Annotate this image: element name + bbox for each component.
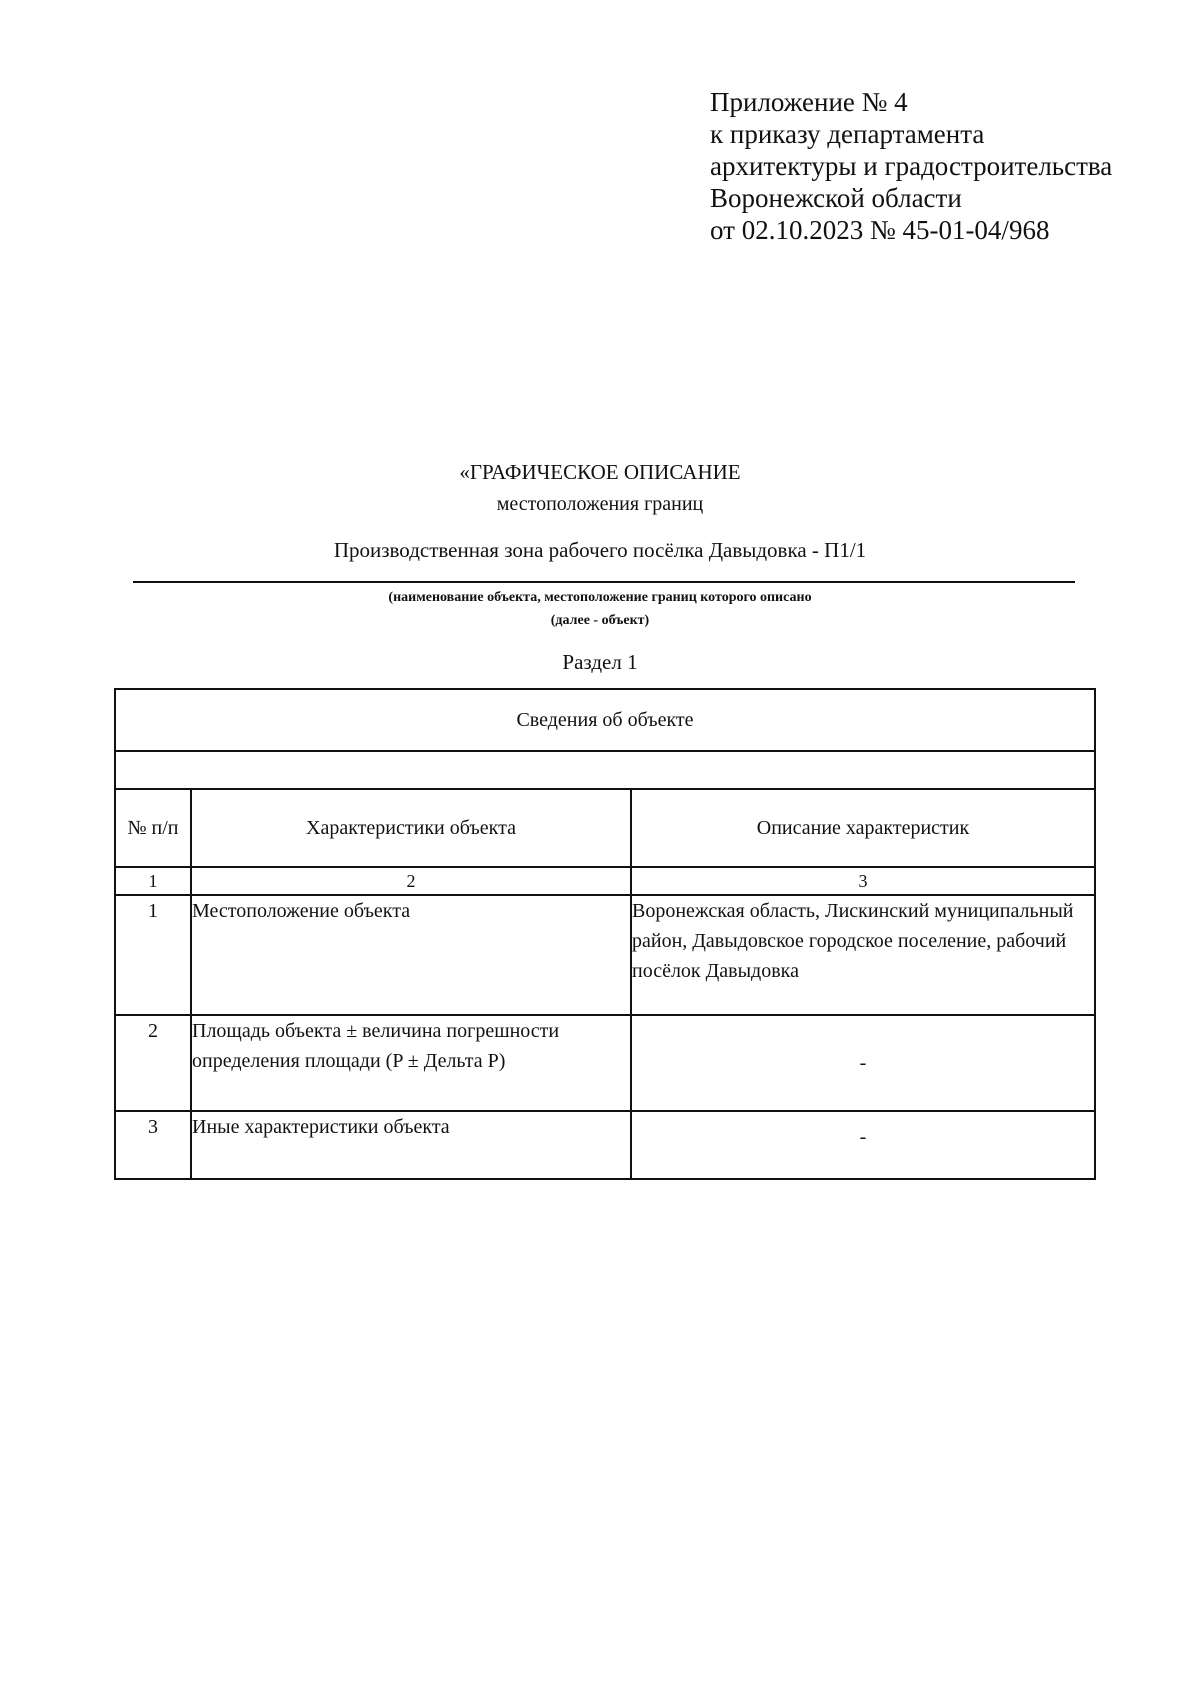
col-number-2: 2	[191, 867, 631, 895]
table-column-number-row	[115, 867, 1095, 895]
col-number-1: 1	[115, 867, 191, 895]
table-header-row	[115, 689, 1095, 751]
row-description: -	[631, 1111, 1095, 1179]
appendix-line-4: Воронежской области	[710, 183, 962, 213]
col-header-num: № п/п	[115, 789, 191, 867]
object-info-table	[114, 688, 1096, 1180]
appendix-header	[710, 86, 1112, 246]
section-label: Раздел 1	[562, 650, 638, 674]
table-row	[115, 1015, 1095, 1111]
document-subtitle: местоположения границ	[496, 493, 704, 515]
appendix-line-2: к приказу департамента	[710, 119, 985, 149]
table-row	[115, 1111, 1095, 1179]
object-name: Производственная зона рабочего посёлка Давыдовка - П1/1	[333, 538, 867, 562]
row-characteristic: Иные характеристики объекта	[191, 1111, 631, 1179]
row-characteristic: Площадь объекта ± величина погрешности определения площади (P ± Дельта P)	[191, 1015, 631, 1111]
table-header: Сведения об объекте	[115, 689, 1095, 751]
row-description: -	[631, 1015, 1095, 1111]
appendix-line-3: архитектуры и градостроительства	[710, 151, 1113, 181]
table-row	[115, 895, 1095, 1015]
col-header-characteristics: Характеристики объекта	[191, 789, 631, 867]
document-title: «ГРАФИЧЕСКОЕ ОПИСАНИЕ	[459, 460, 741, 484]
row-characteristic: Местоположение объекта	[191, 895, 631, 1015]
table-empty-row	[115, 751, 1095, 789]
row-number: 2	[115, 1015, 191, 1111]
table-empty-cell	[115, 751, 1095, 789]
object-name-note-line-2: (далее - объект)	[550, 613, 650, 628]
col-header-description: Описание характеристик	[631, 789, 1095, 867]
appendix-line-1: Приложение № 4	[710, 87, 908, 117]
object-name-underline	[133, 581, 1075, 583]
row-description: Воронежская область, Лискинский муниципальный район, Давыдовское городское поселение, рабочий посёлок Давыдовка	[631, 895, 1095, 1015]
appendix-line-5: от 02.10.2023 № 45-01-04/968	[710, 215, 1050, 245]
row-number: 3	[115, 1111, 191, 1179]
table-column-header-row	[115, 789, 1095, 867]
col-number-3: 3	[631, 867, 1095, 895]
object-name-note-line-1: (наименование объекта, местоположение границ которого описано	[388, 590, 812, 605]
row-number: 1	[115, 895, 191, 1015]
